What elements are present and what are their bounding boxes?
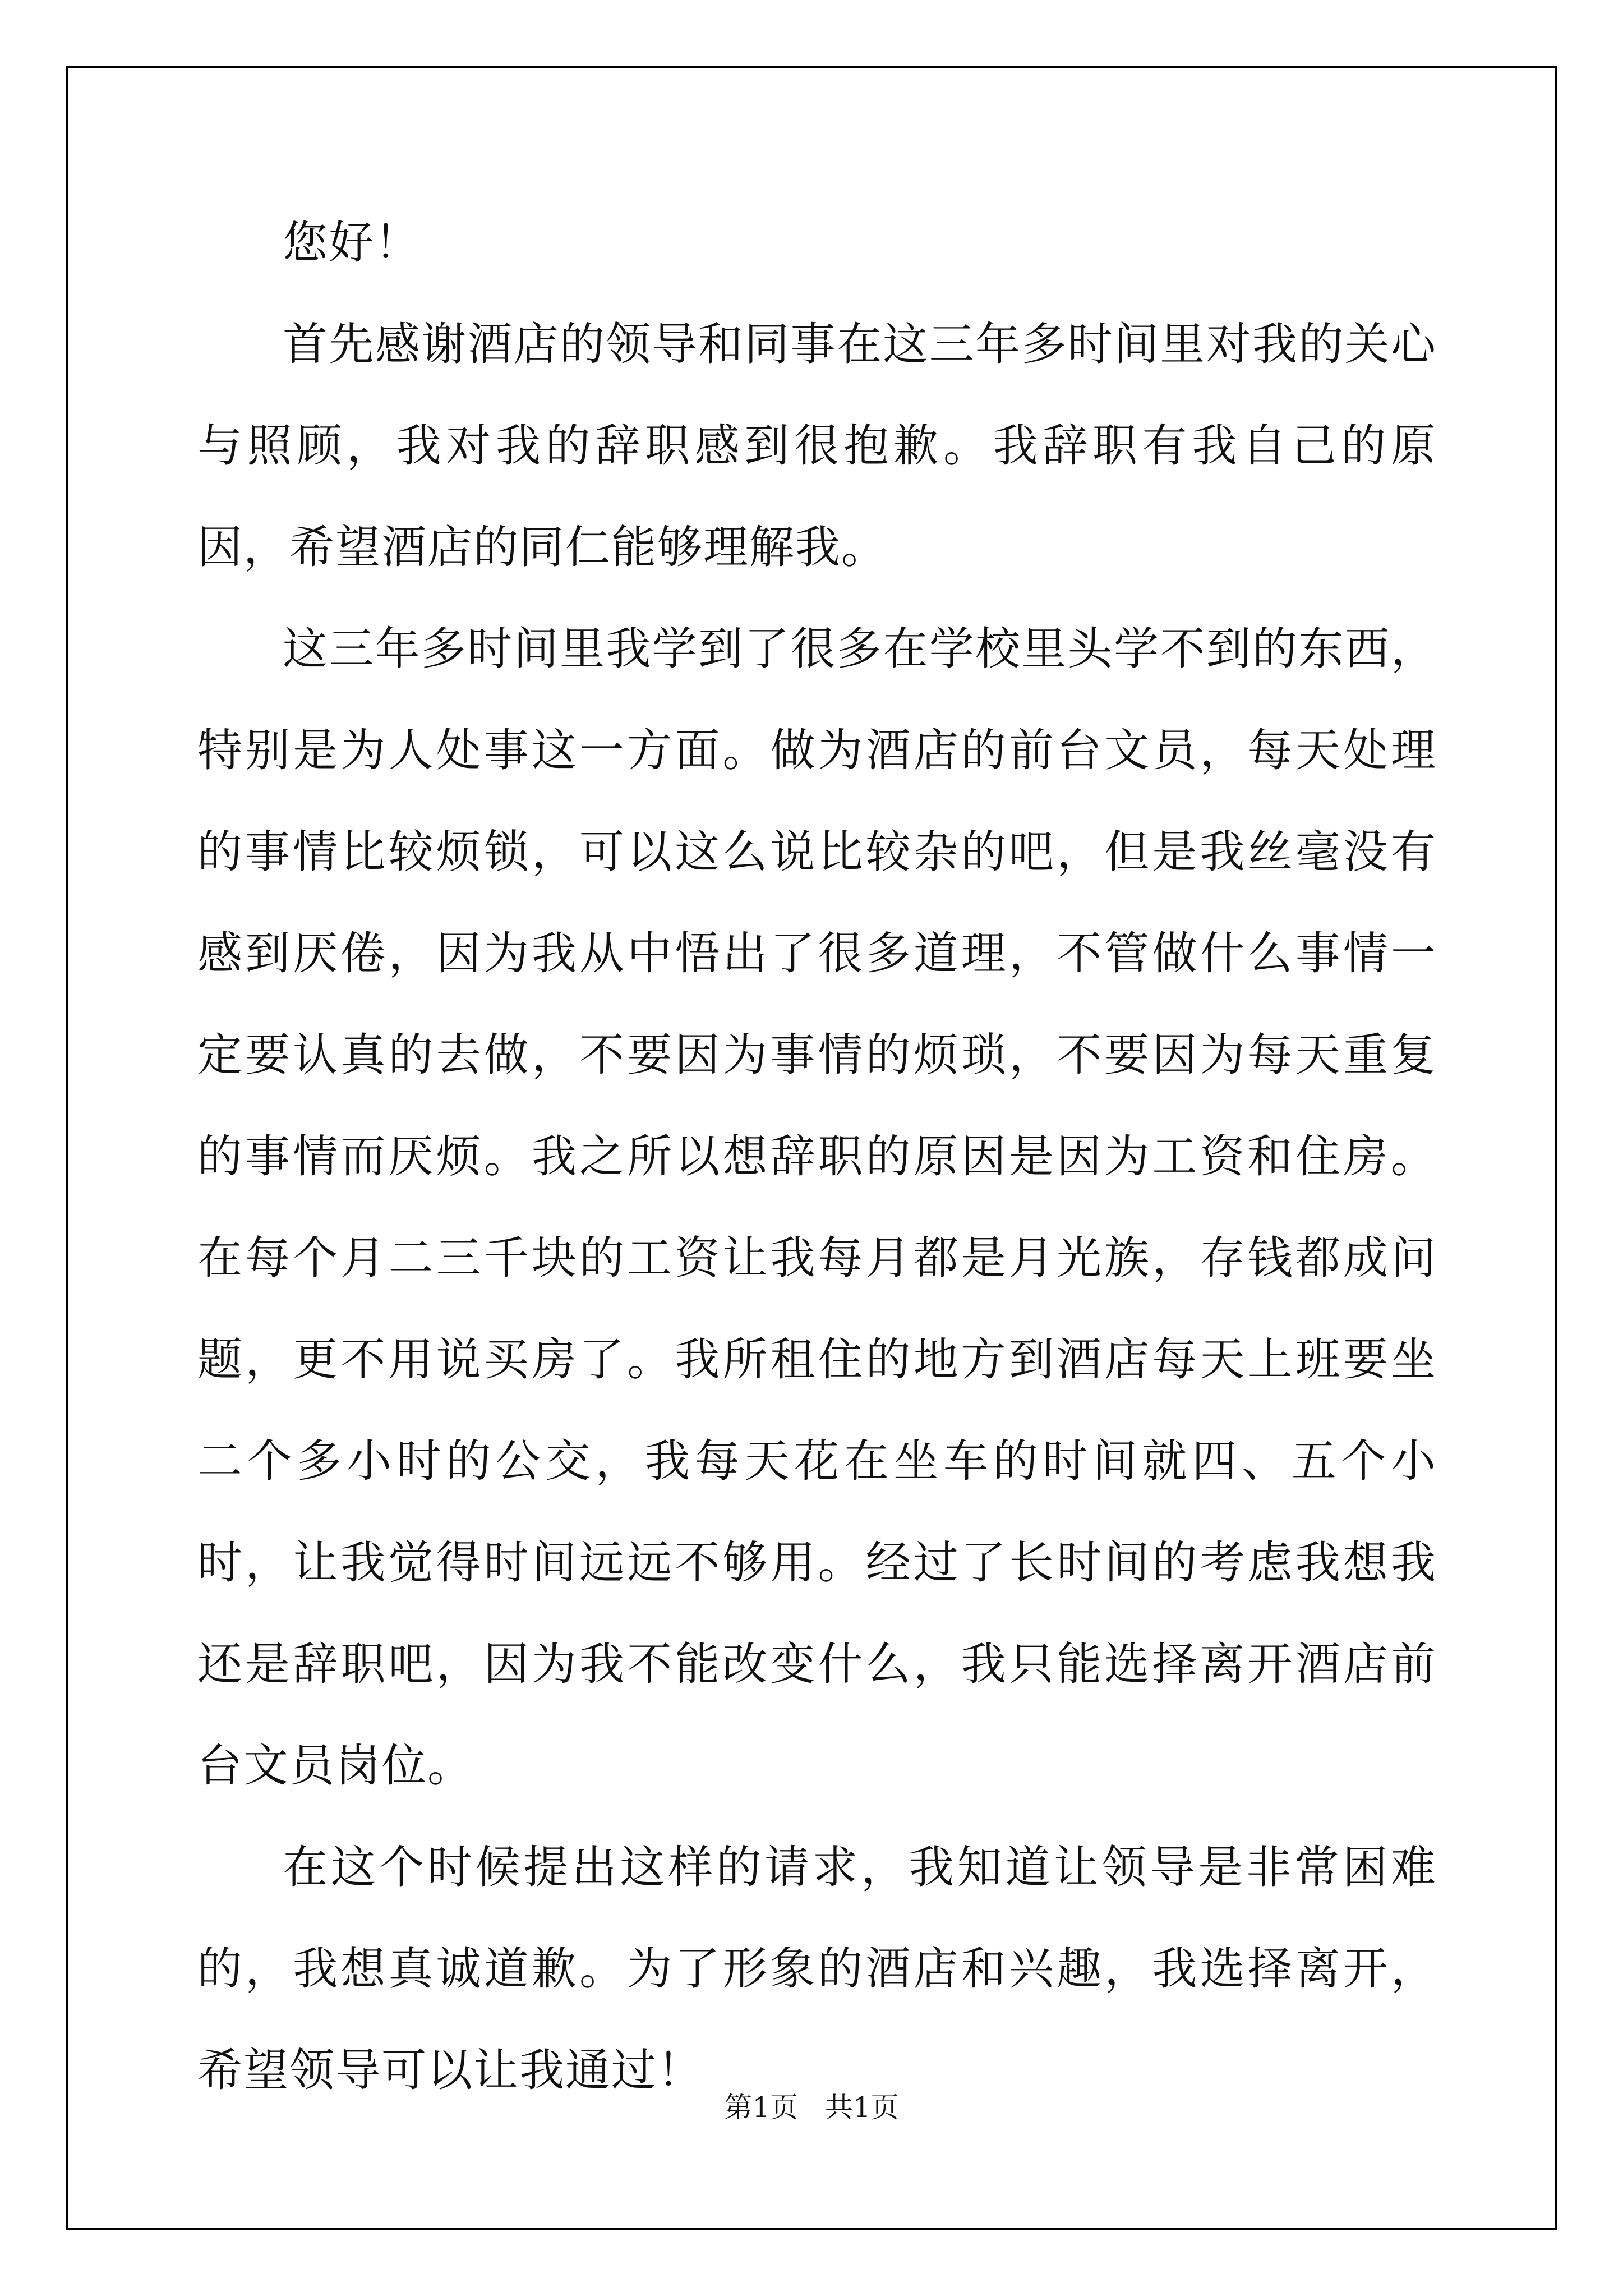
page-number-footer: 第1页 共1页 xyxy=(724,2091,899,2124)
paragraph-1: 首先感谢酒店的领导和同事在这三年多时间里对我的关心与照顾，我对我的辞职感到很抱歉。我辞职有我自己的原因，希望酒店的同仁能够理解我。 xyxy=(197,318,1437,573)
paragraph-2: 这三年多时间里我学到了很多在学校里头学不到的东西，特别是为人处事这一方面。做为酒店的前台文员，每天处理的事情比较烦锁，可以这么说比较杂的吧，但是我丝毫没有感到厌倦，因为我从中悟出了很多道理，不管做什么事情一定要认真的去做，不要因为事情的烦琐，不要因为每天重复的事情而厌烦。我之所以想辞职的原因是因为工资和住房。在每个月二三千块的工资让我每月都是月光族，存钱都成问题，更不用说买房了。我所租住的地方到酒店每天上班要坐二个多小时的公交，我每天花在坐车的时间就四、五个小时，让我觉得时间远远不够用。经过了长时间的考虑我想我还是辞职吧，因为我不能改变什么，我只能选择离开酒店前台文员岗位。 xyxy=(197,623,1437,1792)
paragraph-3: 在这个时候提出这样的请求，我知道让领导是非常困难的，我想真诚道歉。为了形象的酒店和兴趣，我选择离开，希望领导可以让我通过！ xyxy=(197,1841,1437,2096)
letter-body xyxy=(197,192,1437,2121)
salutation: 您好！ xyxy=(283,217,421,269)
